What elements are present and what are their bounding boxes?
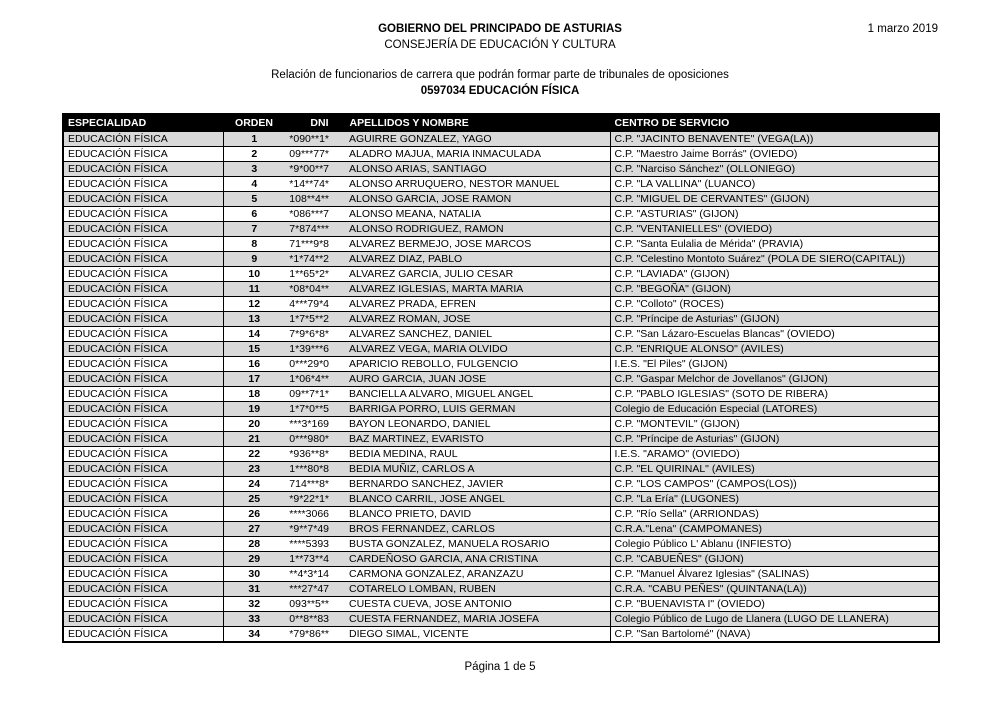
cell-especialidad: EDUCACIÓN FÍSICA bbox=[63, 582, 223, 597]
cell-centro: C.P. "EL QUIRINAL" (AVILES) bbox=[610, 462, 939, 477]
cell-orden: 6 bbox=[223, 207, 285, 222]
cell-orden: 23 bbox=[223, 462, 285, 477]
cell-apellidos: AURO GARCIA, JUAN JOSE bbox=[343, 372, 610, 387]
cell-dni: 09**7*1* bbox=[285, 387, 343, 402]
cell-orden: 2 bbox=[223, 147, 285, 162]
page-number: Página 1 de 5 bbox=[464, 661, 536, 673]
cell-especialidad: EDUCACIÓN FÍSICA bbox=[63, 387, 223, 402]
cell-apellidos: ALONSO MEANA, NATALIA bbox=[343, 207, 610, 222]
cell-especialidad: EDUCACIÓN FÍSICA bbox=[63, 342, 223, 357]
cell-apellidos: BARRIGA PORRO, LUIS GERMAN bbox=[343, 402, 610, 417]
cell-centro: Colegio Público L' Ablanu (INFIESTO) bbox=[610, 537, 939, 552]
cell-centro: C.P. "ENRIQUE ALONSO" (AVILES) bbox=[610, 342, 939, 357]
cell-apellidos: ALVAREZ PRADA, EFREN bbox=[343, 297, 610, 312]
cell-orden: 1 bbox=[223, 132, 285, 147]
cell-apellidos: BUSTA GONZALEZ, MANUELA ROSARIO bbox=[343, 537, 610, 552]
specialty-code-title: 0597034 EDUCACIÓN FÍSICA bbox=[420, 85, 580, 97]
cell-apellidos: ALVAREZ ROMAN, JOSE bbox=[343, 312, 610, 327]
cell-orden: 27 bbox=[223, 522, 285, 537]
cell-orden: 15 bbox=[223, 342, 285, 357]
table-row bbox=[63, 252, 939, 267]
cell-orden: 33 bbox=[223, 612, 285, 627]
column-header-orden: ORDEN bbox=[223, 114, 285, 132]
cell-orden: 24 bbox=[223, 477, 285, 492]
cell-centro: C.P. "Gaspar Melchor de Jovellanos" (GIJON) bbox=[610, 372, 939, 387]
cell-especialidad: EDUCACIÓN FÍSICA bbox=[63, 522, 223, 537]
cell-centro: C.P. "VENTANIELLES" (OVIEDO) bbox=[610, 222, 939, 237]
cell-apellidos: BROS FERNANDEZ, CARLOS bbox=[343, 522, 610, 537]
cell-dni: 1*39***6 bbox=[285, 342, 343, 357]
cell-dni: 0**8**83 bbox=[285, 612, 343, 627]
cell-especialidad: EDUCACIÓN FÍSICA bbox=[63, 282, 223, 297]
cell-orden: 3 bbox=[223, 162, 285, 177]
table-row bbox=[63, 582, 939, 597]
table-row bbox=[63, 312, 939, 327]
cell-especialidad: EDUCACIÓN FÍSICA bbox=[63, 537, 223, 552]
table-row bbox=[63, 297, 939, 312]
cell-apellidos: ALONSO ARIAS, SANTIAGO bbox=[343, 162, 610, 177]
cell-dni: 714***8* bbox=[285, 477, 343, 492]
cell-dni: 1**65*2* bbox=[285, 267, 343, 282]
table-row bbox=[63, 162, 939, 177]
cell-dni: 7*9*6*8* bbox=[285, 327, 343, 342]
cell-centro: C.P. "Manuel Álvarez Iglesias" (SALINAS) bbox=[610, 567, 939, 582]
cell-dni: 09***77* bbox=[285, 147, 343, 162]
cell-dni: *090**1* bbox=[285, 132, 343, 147]
table-row bbox=[63, 417, 939, 432]
cell-centro: C.R.A."Lena" (CAMPOMANES) bbox=[610, 522, 939, 537]
cell-apellidos: ALVAREZ SANCHEZ, DANIEL bbox=[343, 327, 610, 342]
table-row bbox=[63, 507, 939, 522]
column-header-centro: CENTRO DE SERVICIO bbox=[610, 114, 939, 132]
cell-orden: 28 bbox=[223, 537, 285, 552]
cell-centro: C.P. "ASTURIAS" (GIJON) bbox=[610, 207, 939, 222]
cell-apellidos: ALVAREZ DIAZ, PABLO bbox=[343, 252, 610, 267]
cell-dni: *936**8* bbox=[285, 447, 343, 462]
table-row bbox=[63, 627, 939, 643]
cell-centro: C.P. "Príncipe de Asturias" (GIJON) bbox=[610, 432, 939, 447]
roster-table bbox=[62, 113, 940, 643]
table-row bbox=[63, 612, 939, 627]
cell-apellidos: ALONSO RODRIGUEZ, RAMON bbox=[343, 222, 610, 237]
table-row bbox=[63, 522, 939, 537]
cell-dni: 7*874*** bbox=[285, 222, 343, 237]
cell-especialidad: EDUCACIÓN FÍSICA bbox=[63, 402, 223, 417]
cell-especialidad: EDUCACIÓN FÍSICA bbox=[63, 312, 223, 327]
cell-especialidad: EDUCACIÓN FÍSICA bbox=[63, 372, 223, 387]
cell-centro: C.P. "MONTEVIL" (GIJON) bbox=[610, 417, 939, 432]
cell-especialidad: EDUCACIÓN FÍSICA bbox=[63, 567, 223, 582]
cell-centro: C.P. "San Lázaro-Escuelas Blancas" (OVIEDO) bbox=[610, 327, 939, 342]
cell-centro: C.P. "Príncipe de Asturias" (GIJON) bbox=[610, 312, 939, 327]
document-subtitle-block bbox=[0, 67, 1000, 99]
cell-especialidad: EDUCACIÓN FÍSICA bbox=[63, 192, 223, 207]
document-date: 1 marzo 2019 bbox=[867, 23, 938, 35]
cell-especialidad: EDUCACIÓN FÍSICA bbox=[63, 477, 223, 492]
cell-centro: C.P. "BEGOÑA" (GIJON) bbox=[610, 282, 939, 297]
cell-orden: 34 bbox=[223, 627, 285, 643]
cell-apellidos: AGUIRRE GONZALEZ, YAGO bbox=[343, 132, 610, 147]
cell-especialidad: EDUCACIÓN FÍSICA bbox=[63, 492, 223, 507]
document-subtitle: Relación de funcionarios de carrera que podrán formar parte de tribunales de oposiciones bbox=[271, 69, 729, 81]
table-row bbox=[63, 177, 939, 192]
cell-centro: C.R.A. "CABU PEÑES" (QUINTANA(LA)) bbox=[610, 582, 939, 597]
table-row bbox=[63, 372, 939, 387]
cell-apellidos: COTARELO LOMBAN, RUBEN bbox=[343, 582, 610, 597]
cell-especialidad: EDUCACIÓN FÍSICA bbox=[63, 132, 223, 147]
cell-orden: 18 bbox=[223, 387, 285, 402]
cell-dni: ****3066 bbox=[285, 507, 343, 522]
table-row bbox=[63, 552, 939, 567]
cell-centro: I.E.S. "El Piles" (GIJON) bbox=[610, 357, 939, 372]
cell-orden: 30 bbox=[223, 567, 285, 582]
cell-dni: *14**74* bbox=[285, 177, 343, 192]
cell-dni: ***27*47 bbox=[285, 582, 343, 597]
cell-centro: Colegio de Educación Especial (LATORES) bbox=[610, 402, 939, 417]
cell-centro: C.P. "JACINTO BENAVENTE" (VEGA(LA)) bbox=[610, 132, 939, 147]
cell-apellidos: ALVAREZ BERMEJO, JOSE MARCOS bbox=[343, 237, 610, 252]
cell-dni: 1**73**4 bbox=[285, 552, 343, 567]
document-header bbox=[0, 21, 1000, 53]
cell-orden: 5 bbox=[223, 192, 285, 207]
cell-especialidad: EDUCACIÓN FÍSICA bbox=[63, 147, 223, 162]
cell-apellidos: ALVAREZ VEGA, MARIA OLVIDO bbox=[343, 342, 610, 357]
cell-apellidos: ALVAREZ GARCIA, JULIO CESAR bbox=[343, 267, 610, 282]
cell-especialidad: EDUCACIÓN FÍSICA bbox=[63, 162, 223, 177]
cell-orden: 22 bbox=[223, 447, 285, 462]
cell-dni: *9*22*1* bbox=[285, 492, 343, 507]
table-row bbox=[63, 447, 939, 462]
cell-dni: *1*74**2 bbox=[285, 252, 343, 267]
cell-centro: C.P. "PABLO IGLESIAS" (SOTO DE RIBERA) bbox=[610, 387, 939, 402]
cell-orden: 13 bbox=[223, 312, 285, 327]
cell-orden: 31 bbox=[223, 582, 285, 597]
table-row bbox=[63, 492, 939, 507]
cell-apellidos: APARICIO REBOLLO, FULGENCIO bbox=[343, 357, 610, 372]
table-row bbox=[63, 387, 939, 402]
table-row bbox=[63, 282, 939, 297]
table-row bbox=[63, 462, 939, 477]
table-row bbox=[63, 342, 939, 357]
cell-dni: 0***29*0 bbox=[285, 357, 343, 372]
cell-dni: *08*04** bbox=[285, 282, 343, 297]
cell-especialidad: EDUCACIÓN FÍSICA bbox=[63, 507, 223, 522]
table-row bbox=[63, 237, 939, 252]
cell-dni: 1*7*5**2 bbox=[285, 312, 343, 327]
table-row bbox=[63, 267, 939, 282]
cell-especialidad: EDUCACIÓN FÍSICA bbox=[63, 267, 223, 282]
cell-orden: 20 bbox=[223, 417, 285, 432]
cell-apellidos: BEDIA MUÑIZ, CARLOS A bbox=[343, 462, 610, 477]
table-row bbox=[63, 327, 939, 342]
cell-especialidad: EDUCACIÓN FÍSICA bbox=[63, 462, 223, 477]
cell-orden: 10 bbox=[223, 267, 285, 282]
cell-apellidos: BANCIELLA ALVARO, MIGUEL ANGEL bbox=[343, 387, 610, 402]
cell-especialidad: EDUCACIÓN FÍSICA bbox=[63, 252, 223, 267]
table-row bbox=[63, 402, 939, 417]
cell-dni: **4*3*14 bbox=[285, 567, 343, 582]
cell-dni: 1***80*8 bbox=[285, 462, 343, 477]
column-header-dni: DNI bbox=[285, 114, 343, 132]
cell-dni: 1*7*0**5 bbox=[285, 402, 343, 417]
cell-especialidad: EDUCACIÓN FÍSICA bbox=[63, 612, 223, 627]
cell-apellidos: CUESTA CUEVA, JOSE ANTONIO bbox=[343, 597, 610, 612]
table-row bbox=[63, 147, 939, 162]
cell-dni: 71***9*8 bbox=[285, 237, 343, 252]
cell-orden: 9 bbox=[223, 252, 285, 267]
cell-centro: C.P. "Narciso Sánchez" (OLLONIEGO) bbox=[610, 162, 939, 177]
table-header bbox=[63, 114, 939, 132]
cell-orden: 32 bbox=[223, 597, 285, 612]
cell-centro: Colegio Público de Lugo de Llanera (LUGO DE LLANERA) bbox=[610, 612, 939, 627]
cell-orden: 21 bbox=[223, 432, 285, 447]
cell-dni: ****5393 bbox=[285, 537, 343, 552]
cell-dni: ***3*169 bbox=[285, 417, 343, 432]
cell-apellidos: CARDEÑOSO GARCIA, ANA CRISTINA bbox=[343, 552, 610, 567]
cell-dni: *9*00**7 bbox=[285, 162, 343, 177]
cell-especialidad: EDUCACIÓN FÍSICA bbox=[63, 357, 223, 372]
cell-apellidos: ALVAREZ IGLESIAS, MARTA MARIA bbox=[343, 282, 610, 297]
cell-orden: 17 bbox=[223, 372, 285, 387]
cell-dni: *086***7 bbox=[285, 207, 343, 222]
cell-apellidos: ALONSO GARCIA, JOSE RAMON bbox=[343, 192, 610, 207]
cell-centro: C.P. "Colloto" (ROCES) bbox=[610, 297, 939, 312]
cell-orden: 8 bbox=[223, 237, 285, 252]
column-header-especialidad: ESPECIALIDAD bbox=[63, 114, 223, 132]
table-row bbox=[63, 132, 939, 147]
org-name: GOBIERNO DEL PRINCIPADO DE ASTURIAS bbox=[378, 23, 622, 35]
cell-dni: 108**4** bbox=[285, 192, 343, 207]
cell-centro: C.P. "La Ería" (LUGONES) bbox=[610, 492, 939, 507]
cell-apellidos: BLANCO CARRIL, JOSE ANGEL bbox=[343, 492, 610, 507]
table-row bbox=[63, 207, 939, 222]
cell-orden: 11 bbox=[223, 282, 285, 297]
org-department: CONSEJERÍA DE EDUCACIÓN Y CULTURA bbox=[384, 39, 616, 51]
table-row bbox=[63, 357, 939, 372]
cell-orden: 4 bbox=[223, 177, 285, 192]
cell-apellidos: BERNARDO SANCHEZ, JAVIER bbox=[343, 477, 610, 492]
cell-centro: C.P. "MIGUEL DE CERVANTES" (GIJON) bbox=[610, 192, 939, 207]
cell-centro: C.P. "Santa Eulalia de Mérida" (PRAVIA) bbox=[610, 237, 939, 252]
cell-dni: *9**7*49 bbox=[285, 522, 343, 537]
cell-orden: 19 bbox=[223, 402, 285, 417]
cell-centro: C.P. "LA VALLINA" (LUANCO) bbox=[610, 177, 939, 192]
cell-centro: C.P. "San Bartolomé" (NAVA) bbox=[610, 627, 939, 643]
cell-orden: 16 bbox=[223, 357, 285, 372]
cell-dni: 1*06*4** bbox=[285, 372, 343, 387]
cell-dni: *79*86** bbox=[285, 627, 343, 643]
cell-especialidad: EDUCACIÓN FÍSICA bbox=[63, 447, 223, 462]
cell-especialidad: EDUCACIÓN FÍSICA bbox=[63, 207, 223, 222]
cell-dni: 0***980* bbox=[285, 432, 343, 447]
column-header-apellidos: APELLIDOS Y NOMBRE bbox=[343, 114, 610, 132]
cell-centro: I.E.S. "ARAMO" (OVIEDO) bbox=[610, 447, 939, 462]
cell-apellidos: CUESTA FERNANDEZ, MARIA JOSEFA bbox=[343, 612, 610, 627]
cell-especialidad: EDUCACIÓN FÍSICA bbox=[63, 432, 223, 447]
cell-apellidos: CARMONA GONZALEZ, ARANZAZU bbox=[343, 567, 610, 582]
table-row bbox=[63, 567, 939, 582]
cell-especialidad: EDUCACIÓN FÍSICA bbox=[63, 237, 223, 252]
cell-apellidos: BLANCO PRIETO, DAVID bbox=[343, 507, 610, 522]
table-body bbox=[63, 132, 939, 643]
cell-orden: 14 bbox=[223, 327, 285, 342]
table-header-row bbox=[63, 114, 939, 132]
cell-orden: 29 bbox=[223, 552, 285, 567]
cell-especialidad: EDUCACIÓN FÍSICA bbox=[63, 327, 223, 342]
cell-especialidad: EDUCACIÓN FÍSICA bbox=[63, 297, 223, 312]
cell-centro: C.P. "LOS CAMPOS" (CAMPOS(LOS)) bbox=[610, 477, 939, 492]
cell-especialidad: EDUCACIÓN FÍSICA bbox=[63, 177, 223, 192]
cell-centro: C.P. "BUENAVISTA I" (OVIEDO) bbox=[610, 597, 939, 612]
cell-especialidad: EDUCACIÓN FÍSICA bbox=[63, 627, 223, 643]
cell-centro: C.P. "Maestro Jaime Borrás" (OVIEDO) bbox=[610, 147, 939, 162]
table-row bbox=[63, 477, 939, 492]
table-row bbox=[63, 222, 939, 237]
table-row bbox=[63, 432, 939, 447]
cell-orden: 25 bbox=[223, 492, 285, 507]
table-row bbox=[63, 597, 939, 612]
cell-centro: C.P. "LAVIADA" (GIJON) bbox=[610, 267, 939, 282]
cell-especialidad: EDUCACIÓN FÍSICA bbox=[63, 597, 223, 612]
cell-especialidad: EDUCACIÓN FÍSICA bbox=[63, 552, 223, 567]
cell-apellidos: BAYON LEONARDO, DANIEL bbox=[343, 417, 610, 432]
table-row bbox=[63, 192, 939, 207]
cell-apellidos: ALONSO ARRUQUERO, NESTOR MANUEL bbox=[343, 177, 610, 192]
cell-centro: C.P. "Río Sella" (ARRIONDAS) bbox=[610, 507, 939, 522]
cell-apellidos: DIEGO SIMAL, VICENTE bbox=[343, 627, 610, 643]
cell-especialidad: EDUCACIÓN FÍSICA bbox=[63, 222, 223, 237]
cell-orden: 26 bbox=[223, 507, 285, 522]
cell-apellidos: ALADRO MAJUA, MARIA INMACULADA bbox=[343, 147, 610, 162]
cell-orden: 7 bbox=[223, 222, 285, 237]
cell-apellidos: BEDIA MEDINA, RAUL bbox=[343, 447, 610, 462]
cell-especialidad: EDUCACIÓN FÍSICA bbox=[63, 417, 223, 432]
cell-orden: 12 bbox=[223, 297, 285, 312]
cell-apellidos: BAZ MARTINEZ, EVARISTO bbox=[343, 432, 610, 447]
table-row bbox=[63, 537, 939, 552]
cell-centro: C.P. "CABUEÑES" (GIJON) bbox=[610, 552, 939, 567]
cell-dni: 4***79*4 bbox=[285, 297, 343, 312]
cell-centro: C.P. "Celestino Montoto Suárez" (POLA DE SIERO(CAPITAL)) bbox=[610, 252, 939, 267]
cell-dni: 093**5** bbox=[285, 597, 343, 612]
